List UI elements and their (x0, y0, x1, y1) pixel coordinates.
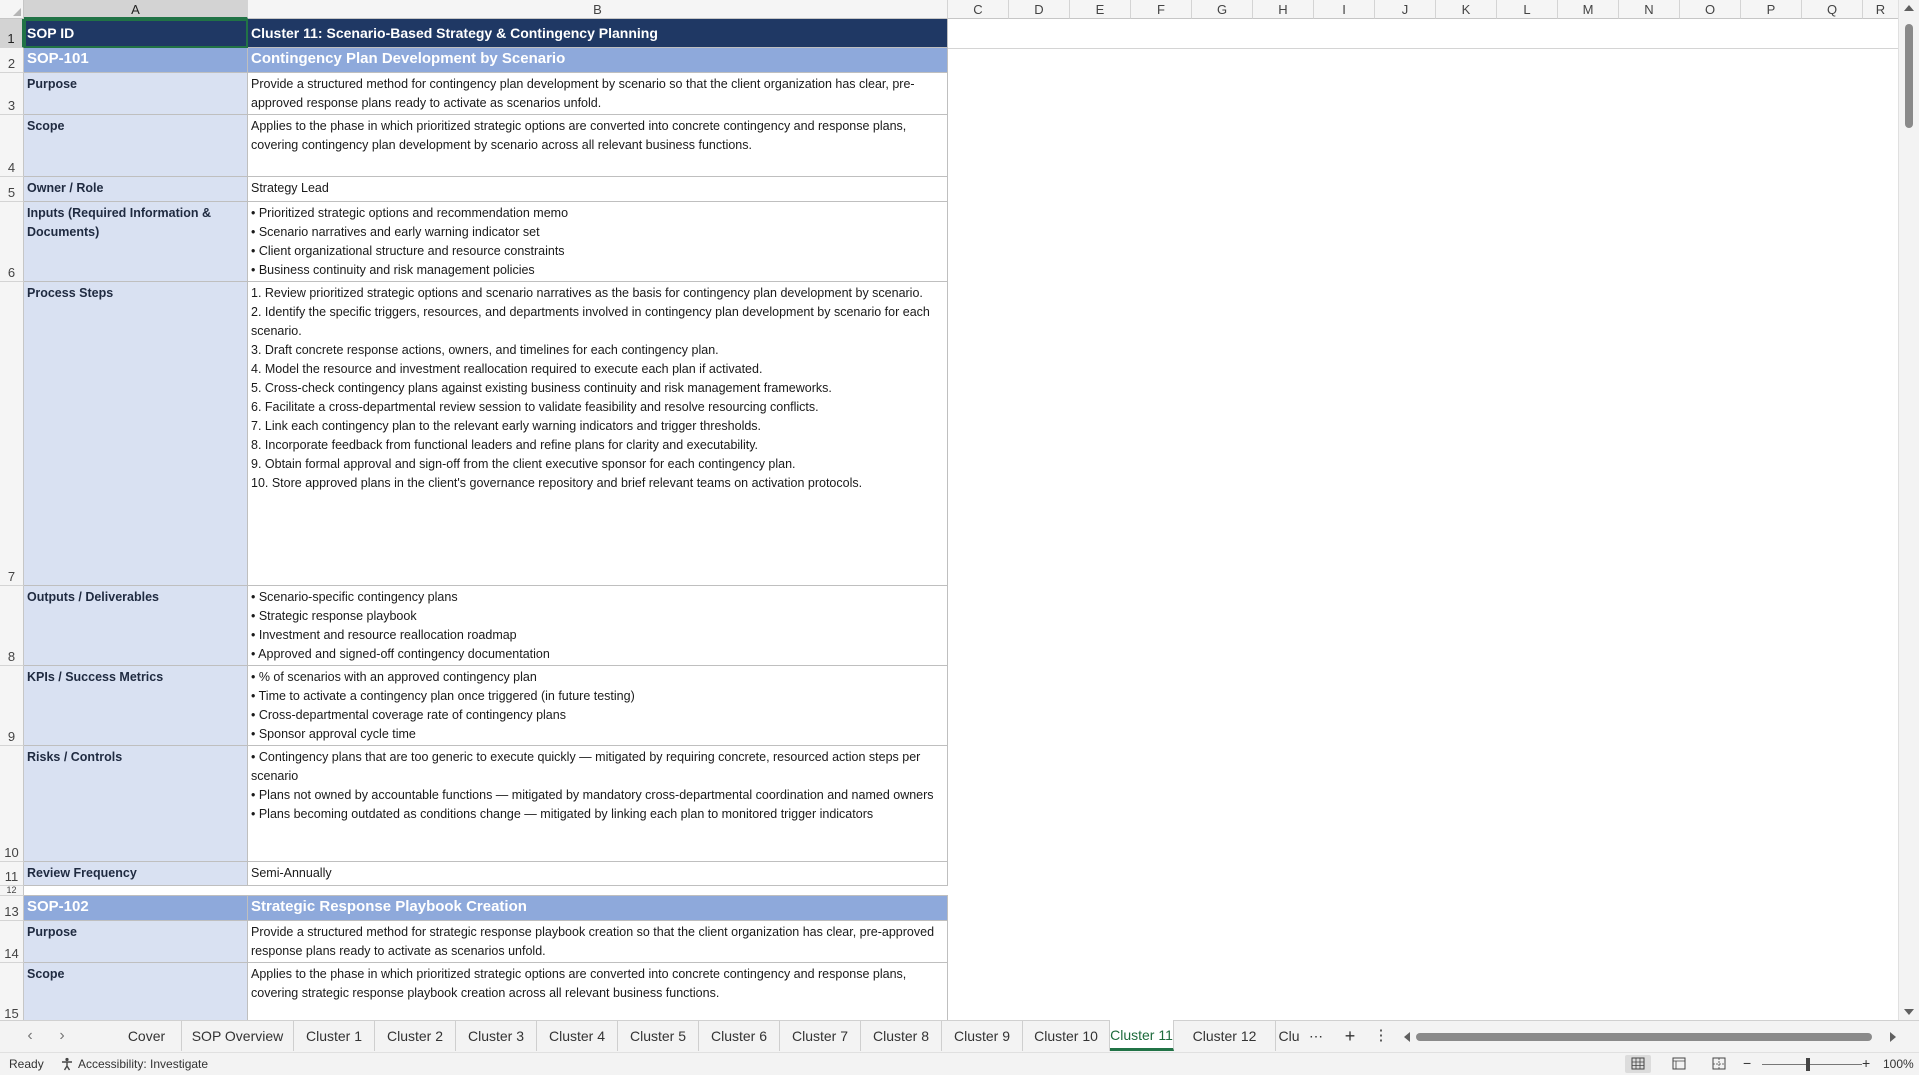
horizontal-scrollbar[interactable] (1400, 1029, 1900, 1045)
review-frequency-label[interactable]: Review Frequency (24, 862, 248, 886)
accessibility-icon[interactable] (60, 1057, 76, 1074)
column-header-g[interactable]: G (1192, 0, 1253, 19)
vertical-scrollbar[interactable] (1898, 0, 1919, 1020)
sheet-tab-cluster-5[interactable]: Cluster 5 (618, 1021, 699, 1051)
zoom-out-icon[interactable]: − (1743, 1055, 1752, 1071)
row-header[interactable]: 13 (0, 896, 24, 921)
sheet-tab-cluster-8[interactable]: Cluster 8 (861, 1021, 942, 1051)
outputs-label[interactable]: Outputs / Deliverables (24, 586, 248, 666)
process-steps-value[interactable]: 1. Review prioritized strategic options and scenario narratives as the basis for contingency plan development by scenario. 2. Identify the specific triggers, resources, and departments involved in contingency plan development by scenario for each scenario. 3. Draft concrete response actions, owners, and timelines for each contingency plan. 4. Model the resource and investment reallocation required to execute each plan if activated. 5. Cross-check contingency plans against existing business continuity and risk management frameworks. 6. Facilitate a cross-departmental review session to validate feasibility and resolve resourcing conflicts. 7. Link each contingency plan to the relevant early warning indicators and trigger thresholds. 8. Incorporate feedback from functional leaders and refine plans for clarity and executability. 9. Obtain formal approval and sign-off from the client executive sponsor for each contingency plan. 10. Store approved plans in the client's governance repository and brief relevant teams on activation protocols. (248, 282, 948, 586)
risks-value[interactable]: • Contingency plans that are too generic to execute quickly — mitigated by requiring concrete, resourced action steps per scenario • Plans not owned by accountable functions — mitigated by mandatory cross-departmental coordination and named owners • Plans becoming outdated as conditions change — mitigated by linking each plan to monitored trigger indicators (248, 746, 948, 862)
column-header-a[interactable]: A (24, 0, 248, 19)
sheet-tab-truncated[interactable]: Clu (1278, 1028, 1300, 1044)
column-header-b[interactable]: B (248, 0, 948, 19)
sheet-tab-cluster-3[interactable]: Cluster 3 (456, 1021, 537, 1051)
row-header[interactable]: 3 (0, 73, 24, 115)
row-header[interactable]: 15 (0, 963, 24, 1020)
scope-value[interactable]: Applies to the phase in which prioritized strategic options are converted into concrete contingency and response plans, covering contingency plan development by scenario across all relevant business functions. (248, 115, 948, 177)
row-header[interactable]: 2 (0, 48, 24, 73)
purpose-value[interactable]: Provide a structured method for contingency plan development by scenario so that the client organization has clear, pre-approved response plans ready to activate as scenarios unfold. (248, 73, 948, 115)
column-header-c[interactable]: C (948, 0, 1009, 19)
column-header-n[interactable]: N (1619, 0, 1680, 19)
column-header-p[interactable]: P (1741, 0, 1802, 19)
row-header[interactable]: 6 (0, 202, 24, 282)
zoom-slider[interactable] (1762, 1064, 1862, 1065)
column-header-q[interactable]: Q (1802, 0, 1863, 19)
risks-label[interactable]: Risks / Controls (24, 746, 248, 862)
purpose-label[interactable]: Purpose (24, 921, 248, 963)
sheet-tab-bar (0, 1020, 1919, 1052)
scroll-down-icon[interactable] (1904, 1009, 1914, 1015)
spacer-row[interactable] (24, 886, 948, 896)
sop-title-cell[interactable]: Contingency Plan Development by Scenario (248, 48, 948, 73)
next-sheet-icon[interactable]: › (59, 1027, 65, 1044)
sheet-tab-cluster-1[interactable]: Cluster 1 (294, 1021, 375, 1051)
row-header[interactable]: 7 (0, 282, 24, 586)
column-header-d[interactable]: D (1009, 0, 1070, 19)
purpose-value[interactable]: Provide a structured method for strategic response playbook creation so that the client organization has clear, pre-approved response plans ready to activate as scenarios unfold. (248, 921, 948, 963)
empty-row-gridline (948, 48, 1898, 49)
column-header-h[interactable]: H (1253, 0, 1314, 19)
prev-sheet-icon[interactable]: ‹ (27, 1027, 33, 1044)
page-break-preview-icon[interactable] (1706, 1055, 1732, 1073)
column-header-i[interactable]: I (1314, 0, 1375, 19)
cell-a1-sop-id-header[interactable]: SOP ID (24, 19, 248, 48)
sheet-tab-cluster-12[interactable]: Cluster 12 (1174, 1021, 1276, 1051)
select-all-corner[interactable] (0, 0, 24, 19)
row-header[interactable]: 10 (0, 746, 24, 862)
review-frequency-value[interactable]: Semi-Annually (248, 862, 948, 886)
purpose-label[interactable]: Purpose (24, 73, 248, 115)
column-header-o[interactable]: O (1680, 0, 1741, 19)
owner-label[interactable]: Owner / Role (24, 177, 248, 202)
row-header[interactable]: 11 (0, 862, 24, 886)
column-header-e[interactable]: E (1070, 0, 1131, 19)
column-header-j[interactable]: J (1375, 0, 1436, 19)
column-header-r[interactable]: R (1863, 0, 1899, 19)
sheet-tab-cluster-6[interactable]: Cluster 6 (699, 1021, 780, 1051)
inputs-value[interactable]: • Prioritized strategic options and recommendation memo • Scenario narratives and early warning indicator set • Client organizational structure and resource constraints • Business continuity and risk management policies (248, 202, 948, 282)
add-sheet-icon[interactable]: + (1344, 1026, 1356, 1046)
sheet-tab-cluster-2[interactable]: Cluster 2 (375, 1021, 456, 1051)
outputs-value[interactable]: • Scenario-specific contingency plans • Strategic response playbook • Investment and resource reallocation roadmap • Approved and signed-off contingency documentation (248, 586, 948, 666)
kpis-label[interactable]: KPIs / Success Metrics (24, 666, 248, 746)
sheet-tab-cluster-4[interactable]: Cluster 4 (537, 1021, 618, 1051)
row-header[interactable]: 4 (0, 115, 24, 177)
row-header[interactable]: 14 (0, 921, 24, 963)
sop-id-cell[interactable]: SOP-102 (24, 896, 248, 921)
inputs-label[interactable]: Inputs (Required Information & Documents) (24, 202, 248, 282)
sheet-tab-cluster-7[interactable]: Cluster 7 (780, 1021, 861, 1051)
sheet-tab-sop-overview[interactable]: SOP Overview (182, 1021, 294, 1051)
column-header-k[interactable]: K (1436, 0, 1497, 19)
page-layout-view-icon[interactable] (1666, 1055, 1692, 1073)
row-header[interactable]: 8 (0, 586, 24, 666)
scroll-left-icon[interactable] (1404, 1032, 1410, 1042)
zoom-level[interactable]: 100% (1883, 1057, 1914, 1071)
sheet-tab-cluster-10[interactable]: Cluster 10 (1023, 1021, 1110, 1051)
owner-value[interactable]: Strategy Lead (248, 177, 948, 202)
status-ready: Ready (9, 1057, 44, 1071)
sheet-tab-cover[interactable]: Cover (112, 1021, 182, 1051)
tab-options-icon[interactable]: ⋮ (1373, 1027, 1389, 1044)
column-header-l[interactable]: L (1497, 0, 1558, 19)
row-header[interactable]: 1 (0, 19, 24, 48)
zoom-slider-thumb[interactable] (1806, 1058, 1810, 1071)
column-header-f[interactable]: F (1131, 0, 1192, 19)
sheet-tab-cluster-9[interactable]: Cluster 9 (942, 1021, 1023, 1051)
accessibility-status[interactable]: Accessibility: Investigate (78, 1057, 209, 1071)
vertical-scroll-thumb[interactable] (1905, 24, 1913, 128)
row-header[interactable]: 12 (0, 886, 24, 896)
sop-id-cell[interactable]: SOP-101 (24, 48, 248, 73)
scroll-right-icon[interactable] (1890, 1032, 1896, 1042)
scope-label[interactable]: Scope (24, 963, 248, 1020)
more-sheets-icon[interactable]: ⋯ (1309, 1028, 1323, 1044)
status-bar (0, 1052, 1919, 1075)
scroll-up-icon[interactable] (1904, 5, 1914, 11)
row-header[interactable]: 9 (0, 666, 24, 746)
normal-view-icon[interactable] (1625, 1055, 1651, 1073)
kpis-value[interactable]: • % of scenarios with an approved contingency plan • Time to activate a contingency plan once triggered (in future testing) • Cross-departmental coverage rate of contingency plans • Sponsor approval cycle time (248, 666, 948, 746)
cell-b1-cluster-title[interactable]: Cluster 11: Scenario-Based Strategy & Contingency Planning (248, 19, 948, 48)
sheet-tab-cluster-11[interactable]: Cluster 11 (1110, 1020, 1174, 1051)
zoom-in-icon[interactable]: + (1862, 1055, 1871, 1071)
horizontal-scroll-thumb[interactable] (1416, 1033, 1872, 1041)
sop-title-cell[interactable]: Strategic Response Playbook Creation (248, 896, 948, 921)
scope-value[interactable]: Applies to the phase in which prioritized strategic options are converted into concrete contingency and response plans, covering strategic response playbook creation across all relevant business functions. (248, 963, 948, 1020)
scope-label[interactable]: Scope (24, 115, 248, 177)
process-steps-label[interactable]: Process Steps (24, 282, 248, 586)
column-header-m[interactable]: M (1558, 0, 1619, 19)
row-header[interactable]: 5 (0, 177, 24, 202)
